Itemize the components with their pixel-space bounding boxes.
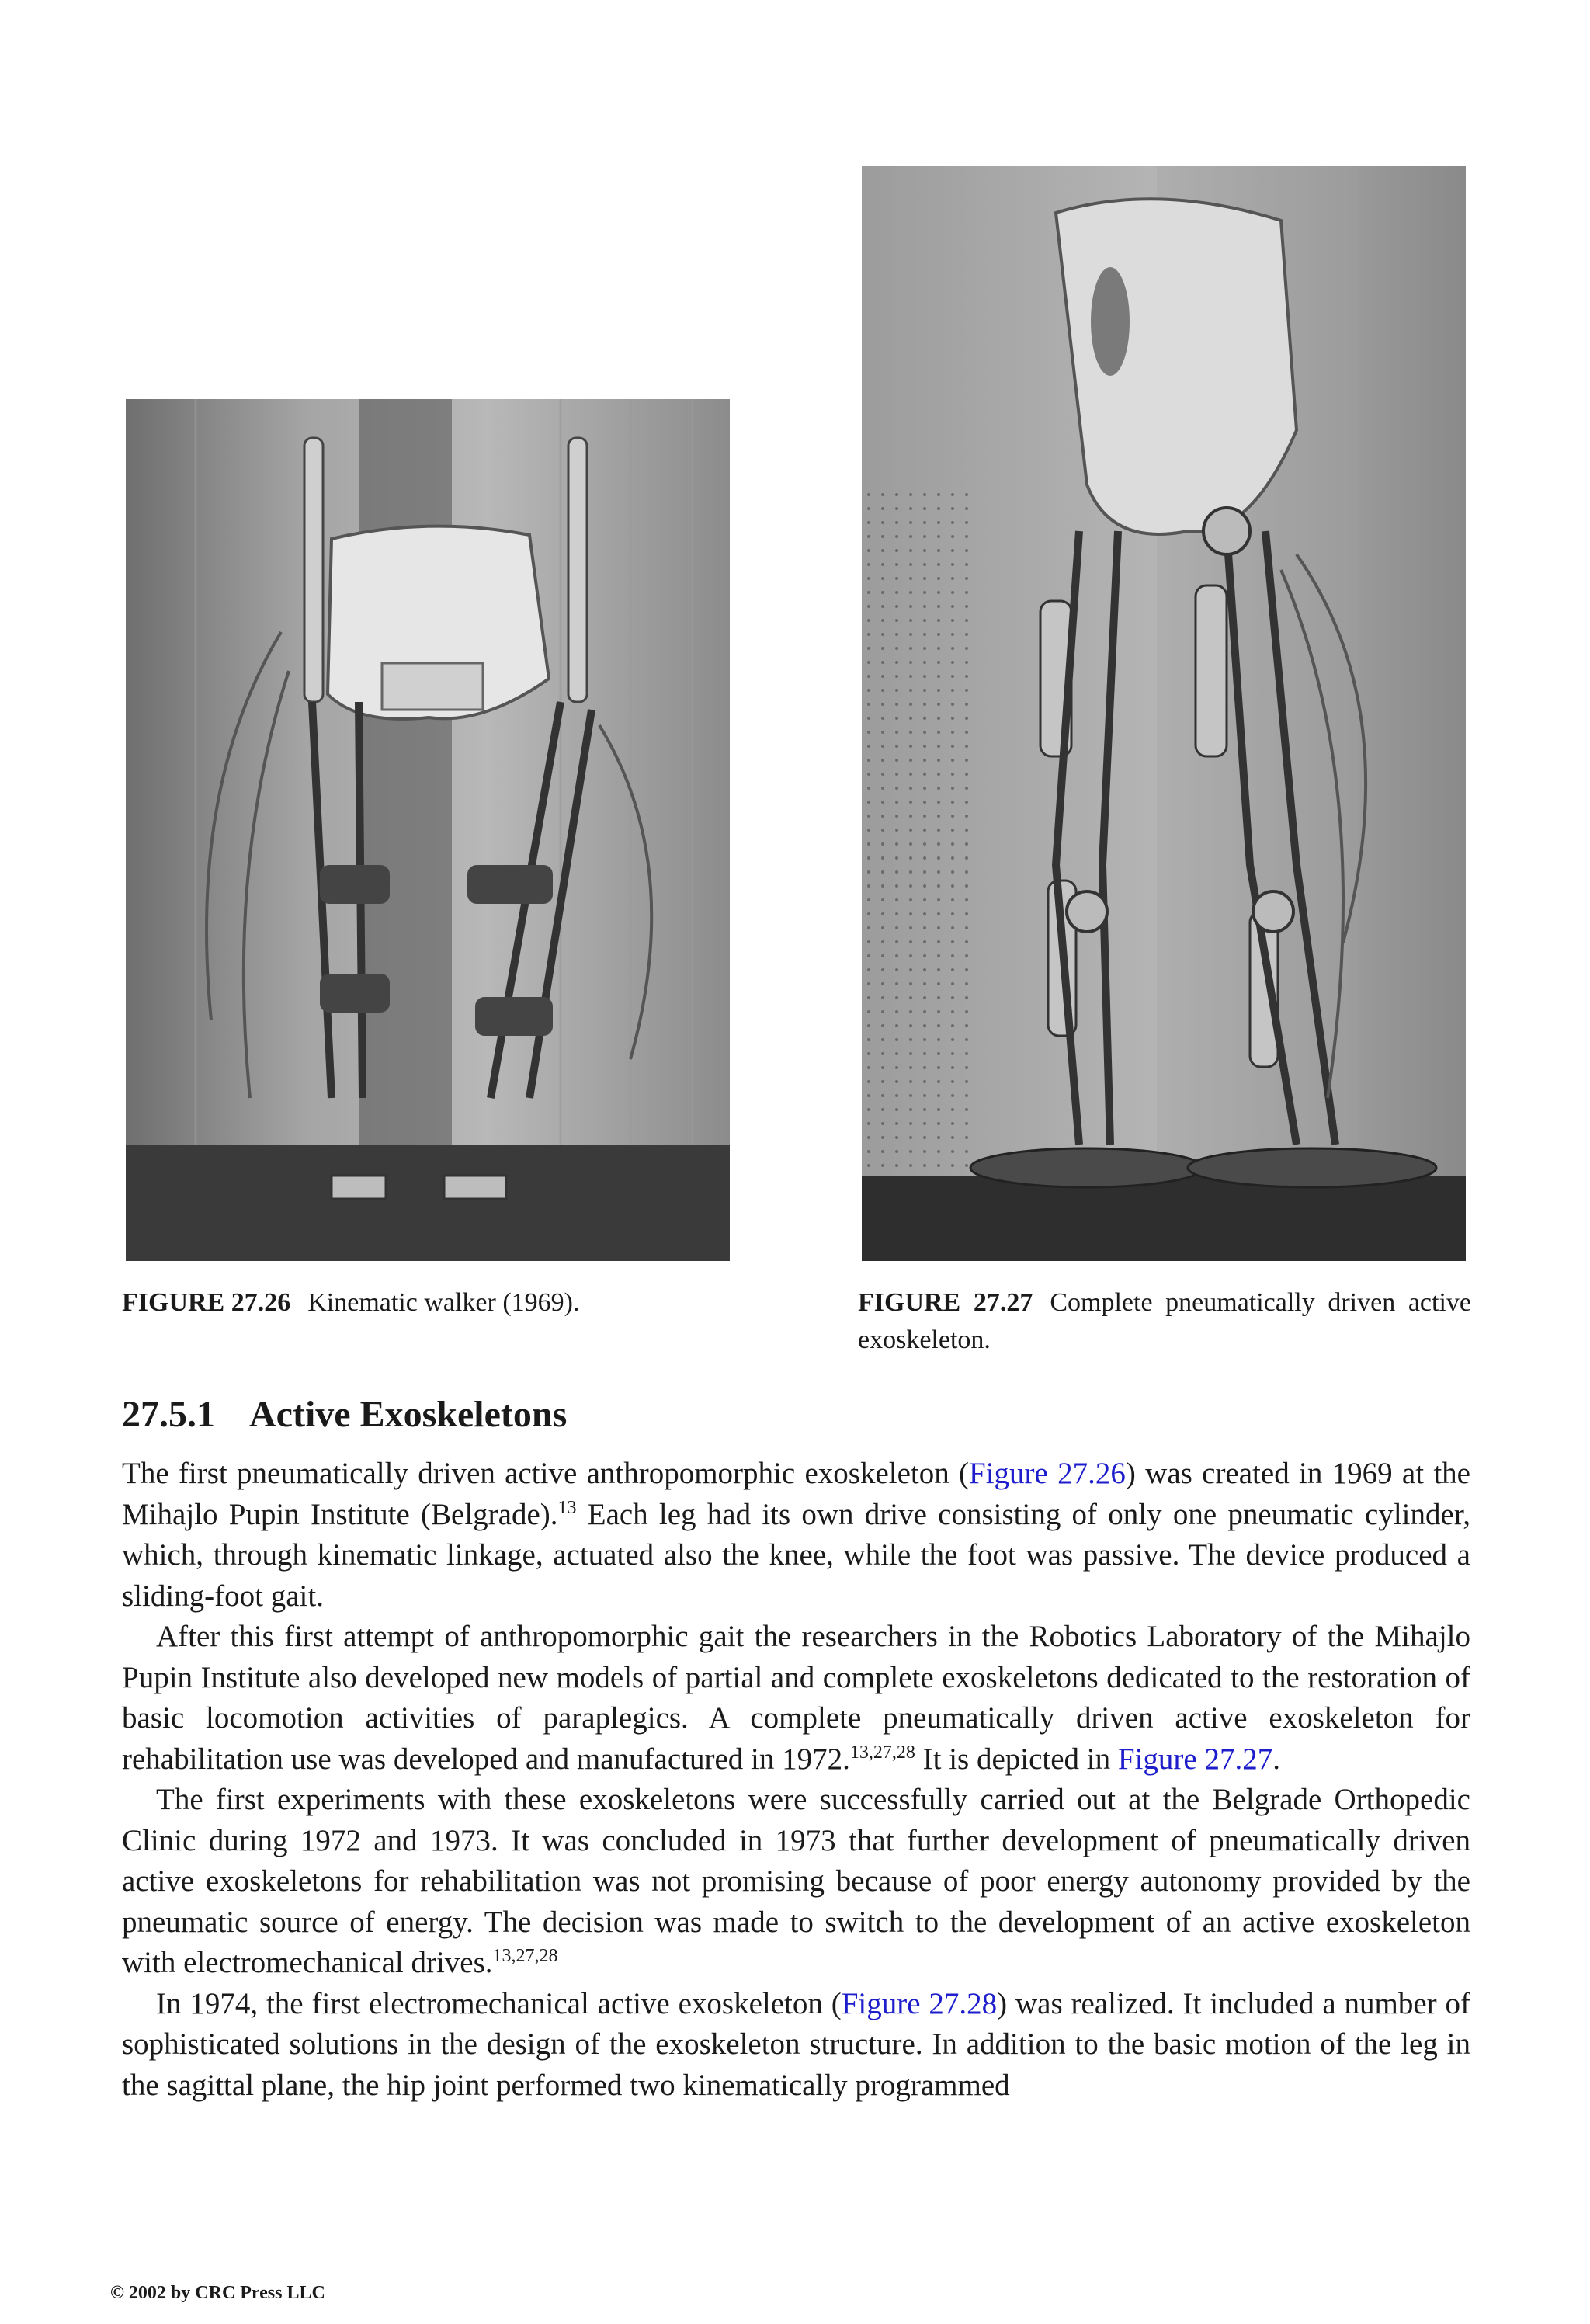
citation: 13,27,28 — [492, 1946, 558, 1966]
paragraph — [122, 1454, 1470, 1617]
exoskeleton-photo-icon — [862, 166, 1466, 1261]
section-title: Active Exoskeletons — [249, 1394, 568, 1435]
section-heading — [122, 1390, 1473, 1440]
paragraph — [122, 1984, 1470, 2107]
paragraph — [122, 1780, 1470, 1984]
paragraph — [122, 1617, 1470, 1780]
caption-text: Complete pneumatically driven active exoskeleton. — [858, 1288, 1471, 1354]
figure-27-27-photo — [862, 166, 1466, 1261]
text-run: In 1974, the first electromechanical active exoskeleton ( — [156, 1986, 842, 2020]
figure-27-26-caption — [122, 1284, 712, 1322]
figure-27-28-link[interactable]: Figure 27.28 — [841, 1986, 998, 2020]
text-run: Each leg had its own drive consisting of only one pneumatic cylinder, which, through kinematic linkage, actuated also the knee, while the foot was passive. The device produced a sliding-foot gait. — [122, 1497, 1470, 1613]
text-run: ) was realized. It included a number of sophisticated solutions in the design of the exoskeleton structure. In addition to the basic motion of the leg in the sagittal plane, the hip joint performed two kinematically programmed — [122, 1986, 1470, 2102]
text-run: The first experiments with these exoskeletons were successfully carried out at the Belgrade Orthopedic Clinic during 1972 and 1973. It was concluded in 1973 that further development of pneumatically driven active exoskeletons for rehabilitation was not promising because of poor energy autonomy provided by the pneumatic source of energy. The decision was made to switch to the development of an active exoskeleton with electromechanical drives. — [122, 1783, 1470, 1979]
section-number: 27.5.1 — [122, 1394, 215, 1435]
figure-27-27-link[interactable]: Figure 27.27 — [1117, 1742, 1273, 1776]
figure-27-26-photo — [126, 399, 730, 1261]
figure-27-26-link[interactable]: Figure 27.26 — [969, 1457, 1126, 1490]
text-run: The first pneumatically driven active anthropomorphic exoskeleton ( — [122, 1457, 970, 1490]
figure-label: FIGURE 27.27 — [858, 1288, 1033, 1317]
figure-label: FIGURE 27.26 — [122, 1288, 291, 1317]
figure-27-27-caption — [858, 1284, 1471, 1359]
caption-text: Kinematic walker (1969). — [307, 1288, 580, 1317]
citation: 13 — [557, 1497, 577, 1518]
exoskeleton-photo-icon — [126, 399, 730, 1261]
citation: 13,27,28 — [849, 1742, 915, 1763]
text-run: . — [1272, 1742, 1280, 1776]
copyright-notice: © 2002 by CRC Press LLC — [110, 2283, 325, 2303]
text-run: ) was created in 1969 at the Mihajlo Pupin Institute (Belgrade). — [122, 1457, 1470, 1531]
body-text — [122, 1454, 1470, 2106]
text-run: It is depicted in — [915, 1742, 1118, 1776]
text-run: After this first attempt of anthropomorphic gait the researchers in the Robotics Laboratory of the Mihajlo Pupin Institute also developed new models of partial and complete exoskeletons dedicated to the restoration of basic locomotion activities of paraplegics. A complete pneumatically driven active exoskeleton for rehabilitation use was developed and manufactured in 1972. — [122, 1620, 1470, 1776]
